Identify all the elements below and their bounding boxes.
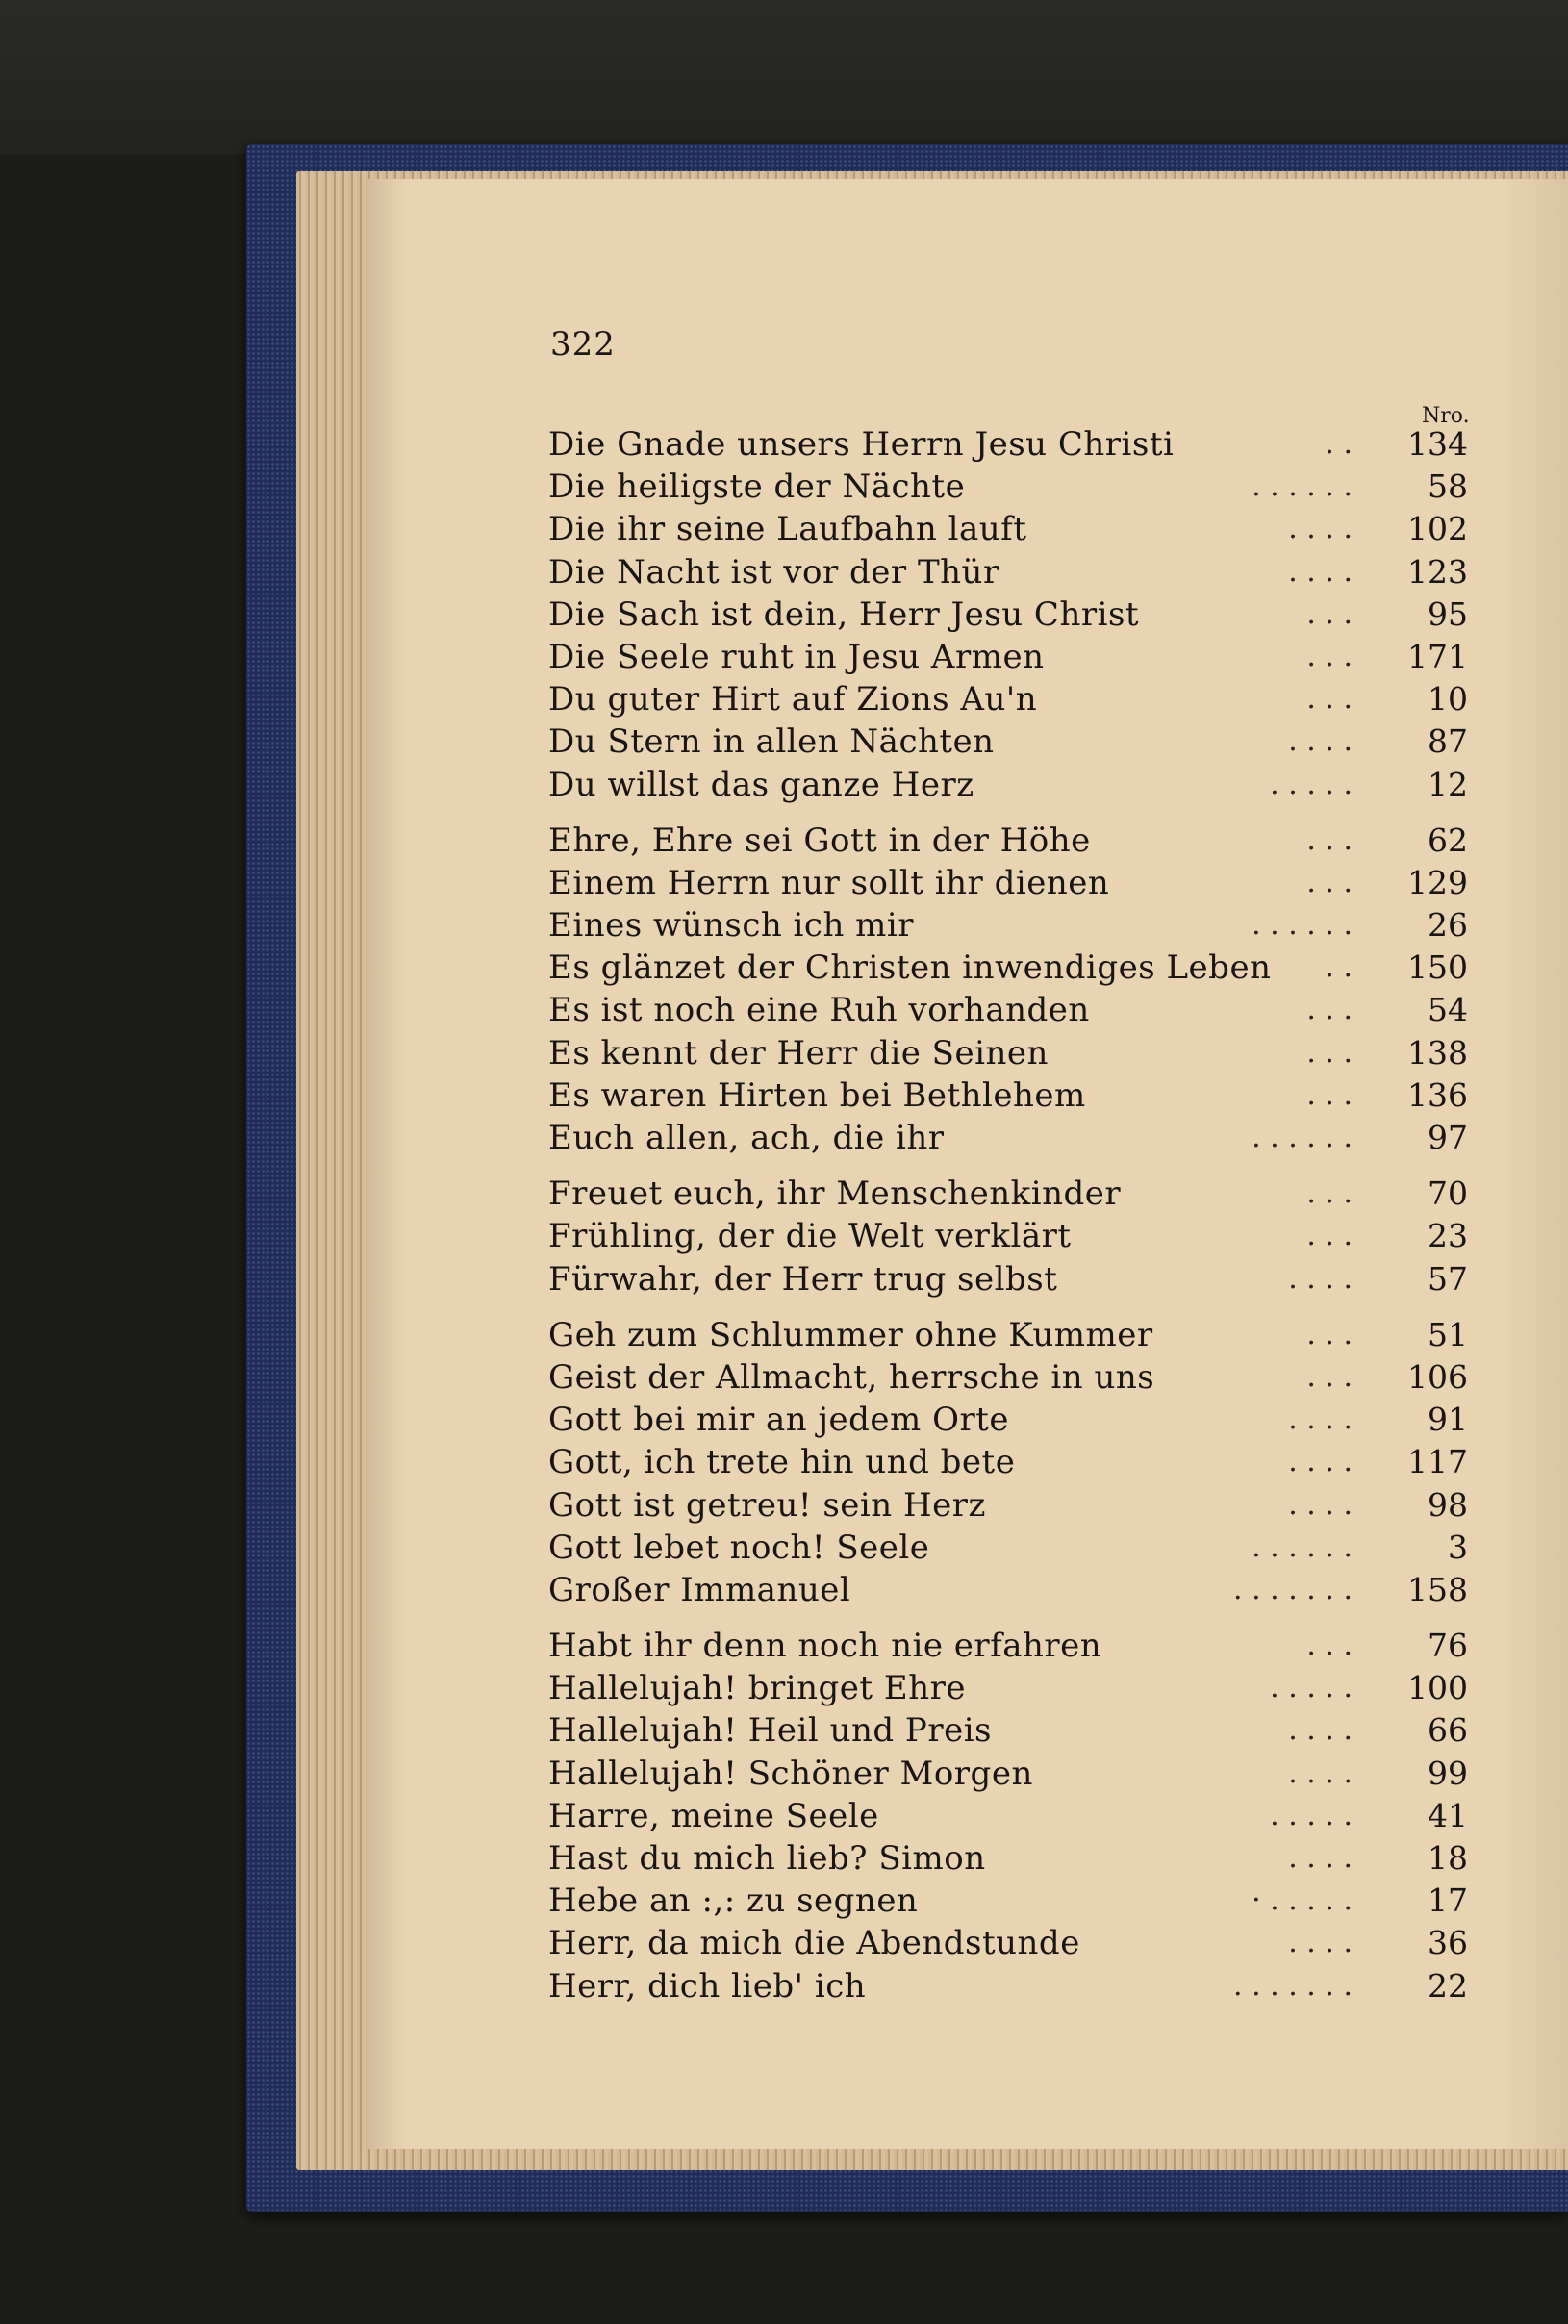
hymn-title: Geist der Allmacht, herrsche in uns xyxy=(548,1357,1155,1397)
index-entry xyxy=(548,1965,1468,2008)
leader-dots: . . . xyxy=(1306,1629,1353,1663)
hymn-title: Die Gnade unsers Herrn Jesu Christi xyxy=(548,425,1175,464)
page-number: 322 xyxy=(550,325,616,364)
hymn-title: Hallelujah! Heil und Preis xyxy=(548,1711,993,1751)
hymn-number: 123 xyxy=(1407,552,1468,591)
leader-dots: . . . . . . xyxy=(1252,1529,1353,1564)
hymn-title: Die Seele ruht in Jesu Armen xyxy=(548,637,1045,676)
leader-dots: . . . xyxy=(1306,1176,1353,1211)
index-entry xyxy=(548,466,1468,508)
hymn-title: Gott, ich trete hin und bete xyxy=(548,1443,1016,1482)
leader-dots: . . . . xyxy=(1288,1926,1353,1960)
index-letter-group xyxy=(548,1314,1468,1611)
hymn-number: 158 xyxy=(1407,1570,1468,1608)
index-entry xyxy=(548,947,1468,989)
hymn-number: 100 xyxy=(1407,1669,1468,1707)
hymn-index xyxy=(548,423,1468,2021)
leader-dots: . . . xyxy=(1306,1359,1353,1394)
leader-dots: . . . xyxy=(1306,682,1353,717)
hymn-title: Die ihr seine Laufbahn lauft xyxy=(548,510,1027,549)
leader-dots: . . . . xyxy=(1288,1713,1353,1748)
hymn-number: 150 xyxy=(1407,948,1468,987)
leader-dots: . . . . . xyxy=(1270,767,1353,801)
hymn-title: Hallelujah! bringet Ehre xyxy=(548,1669,966,1708)
hymn-number: 117 xyxy=(1407,1443,1468,1481)
hymn-number: 51 xyxy=(1428,1315,1468,1353)
index-entry xyxy=(548,551,1468,594)
index-entry xyxy=(548,989,1468,1031)
hymn-number: 97 xyxy=(1428,1119,1468,1156)
index-entry xyxy=(548,1173,1468,1215)
leader-dots: . . . xyxy=(1306,596,1353,631)
index-entry xyxy=(548,820,1468,862)
hymn-number: 129 xyxy=(1407,863,1468,901)
index-entry xyxy=(548,1709,1468,1752)
hymn-number: 10 xyxy=(1428,680,1468,719)
hymn-number: 70 xyxy=(1428,1175,1468,1213)
leader-dots: . . xyxy=(1325,427,1353,461)
column-header-nro: Nro. xyxy=(1422,404,1470,428)
index-entry xyxy=(548,1258,1468,1301)
index-entry xyxy=(548,1527,1468,1569)
index-entry xyxy=(548,1880,1468,1922)
leader-dots: . . . . . . xyxy=(1252,908,1353,943)
hymn-title: Großer Immanuel xyxy=(548,1570,851,1609)
index-letter-group xyxy=(548,423,1468,806)
hymn-title: Herr, da mich die Abendstunde xyxy=(548,1924,1080,1963)
hymn-number: 62 xyxy=(1428,821,1468,859)
leader-dots: . . . . xyxy=(1288,1841,1353,1875)
index-entry xyxy=(548,904,1468,947)
index-entry xyxy=(548,720,1468,763)
hymn-number: 66 xyxy=(1428,1711,1468,1750)
leader-dots: . . . . . xyxy=(1270,1798,1353,1832)
hymn-number: 76 xyxy=(1428,1627,1468,1665)
index-entry xyxy=(548,1922,1468,1964)
hymn-number: 106 xyxy=(1407,1357,1468,1396)
leader-dots: . . . . . . . xyxy=(1233,1572,1353,1606)
leader-dots: . . . . xyxy=(1288,1487,1353,1522)
hymn-title: Du guter Hirt auf Zions Au'n xyxy=(548,680,1038,720)
index-entry xyxy=(548,1837,1468,1880)
leader-dots: . . . xyxy=(1306,865,1353,899)
index-entry xyxy=(548,1356,1468,1399)
index-entry xyxy=(548,1795,1468,1837)
leader-dots: . . . xyxy=(1306,822,1353,857)
hymn-title: Harre, meine Seele xyxy=(548,1796,879,1835)
leader-dots: . . . . xyxy=(1288,1445,1353,1479)
hymn-title: Habt ihr denn noch nie erfahren xyxy=(548,1627,1102,1666)
hymn-title: Die heiligste der Nächte xyxy=(548,467,966,507)
index-entry xyxy=(548,1215,1468,1257)
leader-dots: . . . . xyxy=(1288,1261,1353,1296)
index-entry xyxy=(548,1484,1468,1527)
index-entry xyxy=(548,1117,1468,1159)
index-entry xyxy=(548,1569,1468,1611)
hymn-number: 17 xyxy=(1428,1882,1468,1920)
leader-dots: . . xyxy=(1325,950,1353,985)
index-entry xyxy=(548,1753,1468,1795)
leader-dots: . . . xyxy=(1306,1317,1353,1351)
hymn-number: 22 xyxy=(1428,1966,1468,2005)
leader-dots: . . . xyxy=(1306,1035,1353,1070)
index-entry xyxy=(548,1314,1468,1356)
hymn-number: 99 xyxy=(1428,1754,1468,1792)
hymn-title: Euch allen, ach, die ihr xyxy=(548,1119,945,1157)
index-entry xyxy=(548,1667,1468,1709)
leader-dots: . . . . . . xyxy=(1252,1121,1353,1154)
leader-dots: . . . xyxy=(1306,639,1353,673)
index-entry xyxy=(548,862,1468,904)
hymn-title: Die Nacht ist vor der Thür xyxy=(548,552,999,592)
index-entry xyxy=(548,1625,1468,1667)
leader-dots: . . . . . xyxy=(1270,1671,1353,1705)
index-entry xyxy=(548,423,1468,466)
hymn-title: Gott lebet noch! Seele xyxy=(548,1528,930,1567)
hymn-title: Die Sach ist dein, Herr Jesu Christ xyxy=(548,594,1140,634)
leader-dots: . . . . xyxy=(1288,554,1353,589)
index-entry xyxy=(548,1032,1468,1074)
leader-dots: . . . . . . xyxy=(1252,469,1353,504)
index-letter-group xyxy=(548,1625,1468,2008)
hymn-title: Du Stern in allen Nächten xyxy=(548,722,995,762)
hymn-title: Frühling, der die Welt verklärt xyxy=(548,1217,1072,1256)
hymn-title: Herr, dich lieb' ich xyxy=(548,1966,867,2006)
hymn-title: Du willst das ganze Herz xyxy=(548,765,974,804)
hymn-title: Freuet euch, ihr Menschenkinder xyxy=(548,1175,1122,1214)
leader-dots: . . . . xyxy=(1288,724,1353,759)
leader-dots: . . . . xyxy=(1288,1756,1353,1790)
index-letter-group xyxy=(548,820,1468,1160)
index-entry xyxy=(548,636,1468,678)
hymn-number: 134 xyxy=(1407,425,1468,463)
hymn-title: Es glänzet der Christen inwendiges Leben xyxy=(548,948,1272,988)
hymn-title: Hast du mich lieb? Simon xyxy=(548,1839,986,1878)
hymn-title: Fürwahr, der Herr trug selbst xyxy=(548,1259,1058,1299)
hymn-title: Gott bei mir an jedem Orte xyxy=(548,1401,1009,1440)
leader-dots: . . . . xyxy=(1288,1402,1353,1437)
index-entry xyxy=(548,594,1468,636)
hymn-number: 3 xyxy=(1448,1528,1468,1566)
hymn-title: Eines wünsch ich mir xyxy=(548,906,915,946)
index-entry xyxy=(548,1399,1468,1441)
background-surface xyxy=(0,0,1568,154)
index-entry xyxy=(548,508,1468,550)
leader-dots: . . . . xyxy=(1288,512,1353,546)
hymn-title: Geh zum Schlummer ohne Kummer xyxy=(548,1315,1153,1354)
hymn-title: Hallelujah! Schöner Morgen xyxy=(548,1754,1033,1793)
index-entry xyxy=(548,764,1468,806)
leader-dots: . . . xyxy=(1306,1219,1353,1253)
hymn-number: 171 xyxy=(1407,637,1468,675)
hymn-number: 18 xyxy=(1428,1839,1468,1877)
hymn-number: 91 xyxy=(1428,1401,1468,1439)
hymn-number: 36 xyxy=(1428,1924,1468,1962)
hymn-number: 95 xyxy=(1428,594,1468,633)
hymn-number: 136 xyxy=(1407,1075,1468,1114)
hymn-title: Gott ist getreu! sein Herz xyxy=(548,1485,986,1525)
hymn-number: 98 xyxy=(1428,1485,1468,1524)
hymn-number: 57 xyxy=(1428,1259,1468,1298)
hymn-number: 87 xyxy=(1428,722,1468,761)
hymn-title: Ehre, Ehre sei Gott in der Höhe xyxy=(548,821,1091,860)
leader-dots: . . . . . . . xyxy=(1233,1968,1353,2003)
leader-dots: . . . xyxy=(1306,993,1353,1027)
hymn-number: 12 xyxy=(1428,765,1468,803)
leader-dots: · . . . . . xyxy=(1252,1883,1353,1918)
hymn-number: 26 xyxy=(1428,906,1468,945)
hymn-number: 102 xyxy=(1407,510,1468,548)
hymn-title: Hebe an :,: zu segnen xyxy=(548,1882,919,1921)
hymn-number: 23 xyxy=(1428,1217,1468,1255)
hymn-title: Es kennt der Herr die Seinen xyxy=(548,1033,1049,1073)
leader-dots: . . . xyxy=(1306,1077,1353,1112)
index-letter-group xyxy=(548,1173,1468,1301)
hymn-number: 54 xyxy=(1428,991,1468,1029)
index-entry xyxy=(548,1074,1468,1117)
hymn-title: Es waren Hirten bei Bethlehem xyxy=(548,1075,1086,1115)
hymn-number: 138 xyxy=(1407,1033,1468,1072)
index-entry xyxy=(548,678,1468,720)
index-entry xyxy=(548,1441,1468,1483)
hymn-title: Es ist noch eine Ruh vorhanden xyxy=(548,991,1090,1030)
hymn-number: 41 xyxy=(1428,1796,1468,1834)
hymn-number: 58 xyxy=(1428,467,1468,506)
hymn-title: Einem Herrn nur sollt ihr dienen xyxy=(548,863,1110,902)
